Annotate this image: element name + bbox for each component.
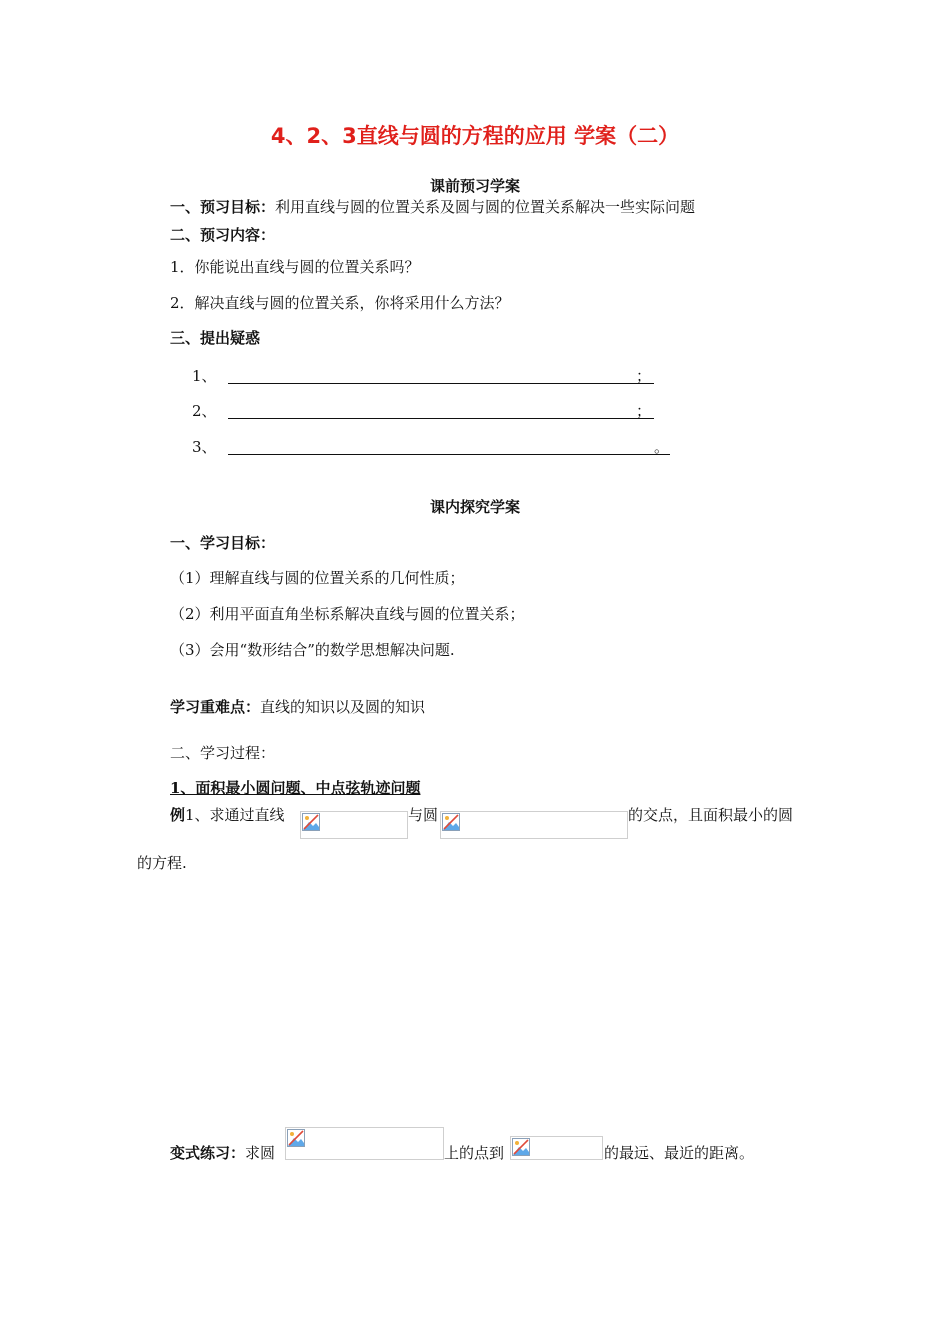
blank-end-1: ； bbox=[636, 367, 652, 385]
formula-circle-image bbox=[440, 811, 628, 839]
blank-end-2: ； bbox=[636, 402, 652, 420]
preview-question-2: 2．解决直线与圆的位置关系，你将采用什么方法？ bbox=[170, 294, 510, 312]
variant-label: 变式练习： bbox=[170, 1144, 246, 1162]
blank-line-2[interactable] bbox=[228, 401, 654, 419]
section-heading-preview: 课前预习学案 bbox=[429, 177, 520, 195]
study-goal-label: 一、学习目标： bbox=[170, 534, 276, 552]
variant-text-2: 上的点到 bbox=[444, 1144, 505, 1162]
study-goal-3: （3）会用“数形结合”的数学思想解决问题. bbox=[170, 641, 455, 659]
example-text-3: 的交点，且面积最小的圆 bbox=[628, 806, 794, 824]
example-text-1: 1、求通过直线 bbox=[185, 806, 285, 824]
example-text-4: 的方程. bbox=[137, 854, 187, 872]
blank-end-3: 。 bbox=[654, 438, 670, 456]
section-heading-inclass: 课内探究学案 bbox=[429, 498, 520, 516]
preview-content-label: 二、预习内容： bbox=[170, 226, 276, 244]
formula-variant-circle-image bbox=[285, 1127, 444, 1160]
broken-image-icon bbox=[512, 1138, 530, 1156]
formula-line-image bbox=[300, 811, 408, 839]
example-1-start bbox=[170, 808, 285, 823]
broken-image-icon bbox=[287, 1129, 305, 1147]
doubt-label: 三、提出疑惑 bbox=[170, 329, 261, 347]
blank-number-1: 1、 bbox=[192, 367, 217, 385]
variant-start bbox=[170, 1146, 275, 1161]
blank-number-3: 3、 bbox=[192, 438, 217, 456]
variant-text-1: 求圆 bbox=[245, 1144, 276, 1162]
topic-1-heading: 1、面积最小圆问题、中点弦轨迹问题 bbox=[170, 779, 421, 797]
broken-image-icon bbox=[302, 813, 320, 831]
blank-line-3[interactable] bbox=[228, 437, 670, 455]
preview-question-1: 1．你能说出直线与圆的位置关系吗？ bbox=[170, 258, 420, 276]
study-goal-2: （2）利用平面直角坐标系解决直线与圆的位置关系； bbox=[170, 605, 525, 623]
blank-line-1[interactable] bbox=[228, 366, 654, 384]
broken-image-icon bbox=[442, 813, 460, 831]
process-label: 二、学习过程： bbox=[170, 744, 276, 762]
preview-goal-text: 利用直线与圆的位置关系及圆与圆的位置关系解决一些实际问题 bbox=[275, 198, 696, 216]
formula-variant-line-image bbox=[510, 1136, 603, 1160]
study-goal-1: （1）理解直线与圆的位置关系的几何性质； bbox=[170, 569, 465, 587]
blank-number-2: 2、 bbox=[192, 402, 217, 420]
example-text-2: 与圆 bbox=[408, 806, 439, 824]
key-points-line bbox=[170, 700, 425, 715]
key-points-label: 学习重难点： bbox=[170, 698, 261, 716]
document-title: 4、2、3直线与圆的方程的应用 学案（二） bbox=[270, 124, 680, 148]
preview-goal-line bbox=[170, 200, 695, 215]
variant-text-3: 的最远、最近的距离。 bbox=[604, 1144, 755, 1162]
key-points-text: 直线的知识以及圆的知识 bbox=[260, 698, 426, 716]
example-label: 例 bbox=[170, 806, 186, 824]
preview-goal-label: 一、预习目标： bbox=[170, 198, 276, 216]
